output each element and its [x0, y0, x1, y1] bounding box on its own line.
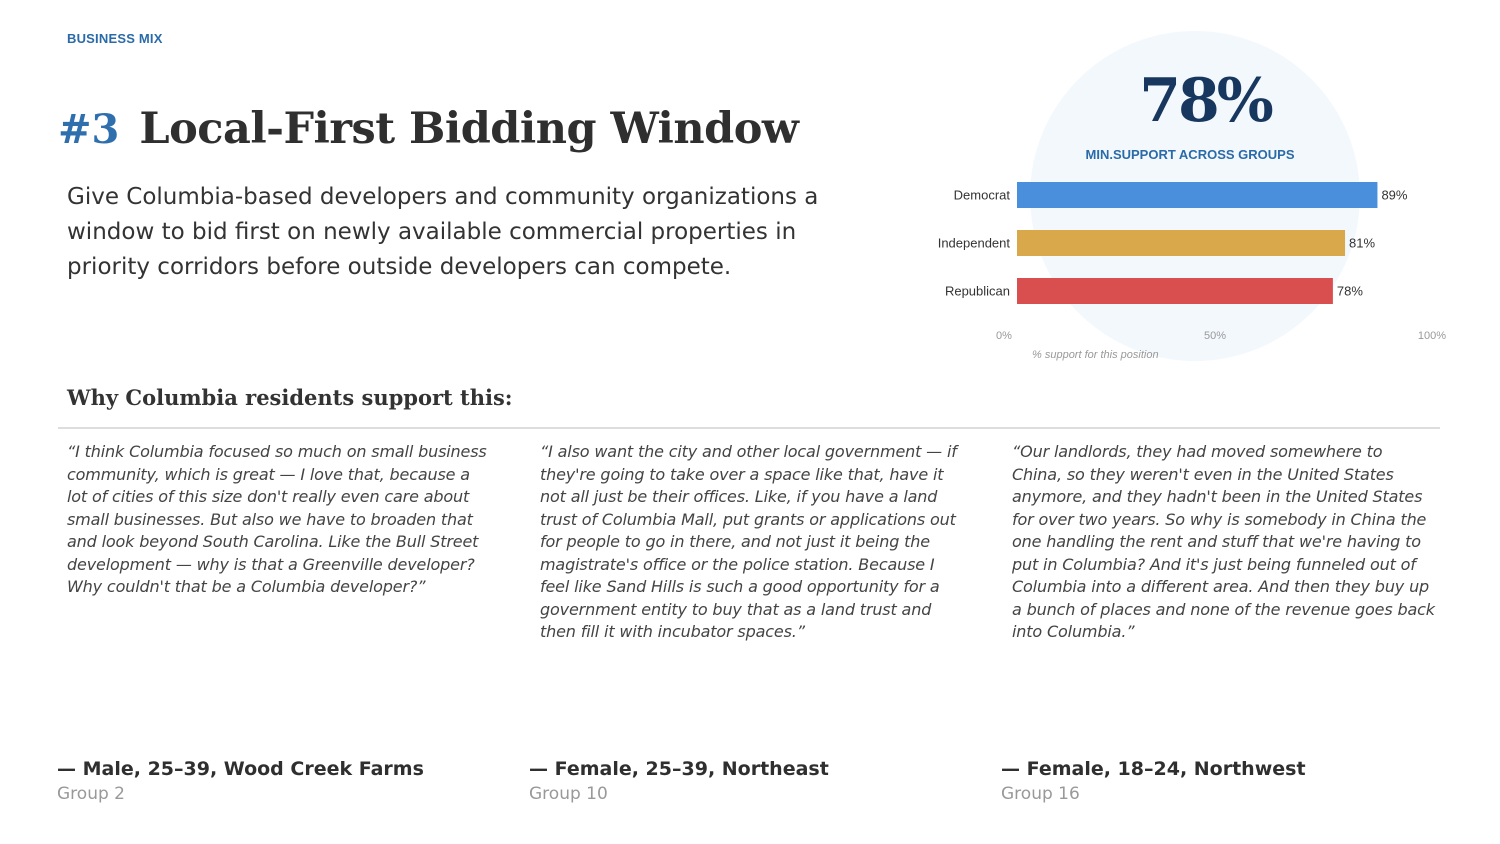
min-support-label: MIN.SUPPORT ACROSS GROUPS: [1085, 147, 1295, 162]
divider: [58, 427, 1440, 429]
bars-group: [938, 182, 1408, 304]
quote-group: Group 10: [529, 784, 608, 804]
category-label-democrat: Democrat: [953, 187, 1010, 203]
category-label-independent: Independent: [937, 235, 1010, 251]
rank-number: #3: [58, 106, 120, 153]
bar-independent: [1017, 230, 1345, 256]
x-axis-ticks: [996, 330, 1446, 342]
category-label-republican: Republican: [944, 283, 1010, 299]
quote-attribution: — Female, 18–24, Northwest: [1001, 758, 1306, 780]
x-tick-label: 100%: [1417, 330, 1447, 342]
x-tick-label: 50%: [1203, 330, 1227, 342]
value-label-independent: 81%: [1349, 235, 1376, 251]
chart-note: % support for this position: [1032, 349, 1159, 361]
quote-text: “I think Columbia focused so much on small business community, which is great — I love that, because a lot of cities of this size don't really even care about small businesses. But also we have to broaden that and look beyond South Carolina. Like the Bull Street development — why is that a Greenville developer? Why couldn't that be a Columbia developer?”: [67, 442, 487, 596]
quote-group: Group 2: [57, 784, 125, 804]
value-label-democrat: 89%: [1381, 187, 1408, 203]
bar-democrat: [1017, 182, 1377, 208]
proposal-description: Give Columbia-based developers and community organizations a window to bid first on newly available commercial properties in priority corridors before outside developers can compete.: [67, 184, 819, 280]
quote-attribution: — Male, 25–39, Wood Creek Farms: [57, 758, 424, 780]
min-support-value: 78%: [1139, 66, 1271, 136]
quote-text: “Our landlords, they had moved somewhere to China, so they weren't even in the United States anymore, and they hadn't been in the United States for over two years. So why is somebody in China the one handling the rent and stuff that we're having to put in Columbia? And it's just being funneled out of Columbia into a different area. And then they buy up a bunch of places and none of the revenue goes back into Columbia.”: [1012, 442, 1435, 641]
section-label: BUSINESS MIX: [67, 31, 163, 46]
quotes-heading: Why Columbia residents support this:: [67, 385, 513, 410]
quote-attribution: — Female, 25–39, Northeast: [529, 758, 829, 780]
quote-group: Group 16: [1001, 784, 1080, 804]
bar-republican: [1017, 278, 1333, 304]
quote-text: “I also want the city and other local government — if they're going to take over a space like that, have it not all just be their offices. Like, if you have a land trust of Columbia Mall, put grants or applications out for people to go in there, and not just it being the magistrate's office or the police station. Because I feel like Sand Hills is such a good opportunity for a government entity to buy that as a land trust and then fill it with incubator spaces.”: [540, 442, 957, 641]
page-title: Local-First Bidding Window: [139, 104, 799, 154]
value-label-republican: 78%: [1336, 283, 1363, 299]
x-tick-label: 0%: [996, 330, 1012, 342]
